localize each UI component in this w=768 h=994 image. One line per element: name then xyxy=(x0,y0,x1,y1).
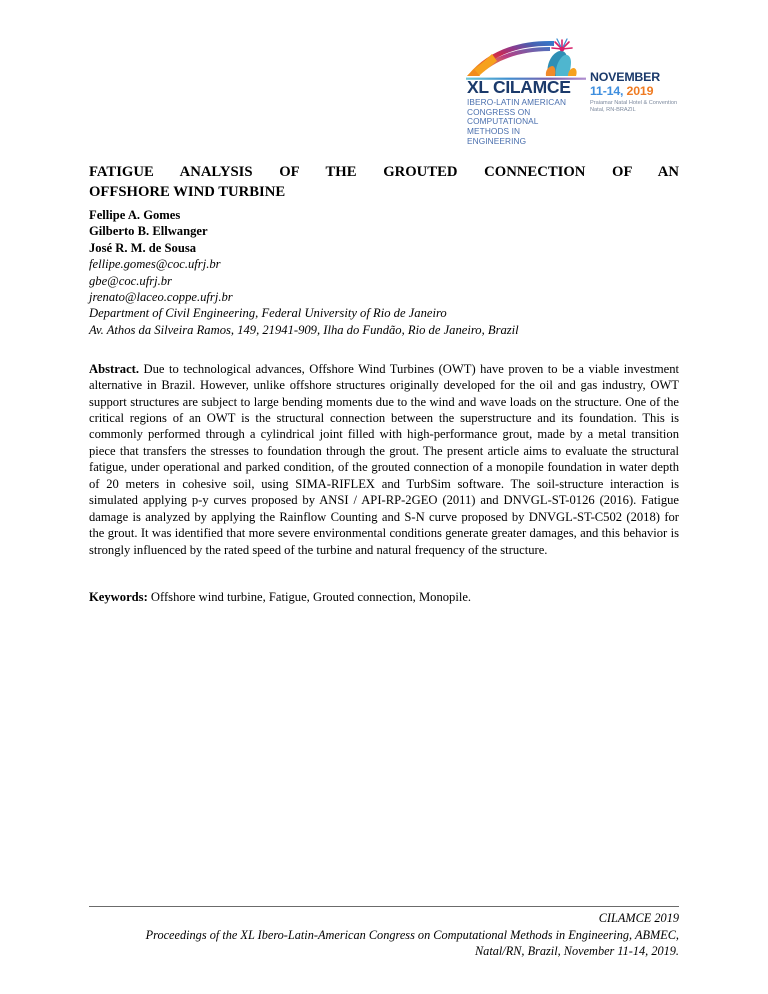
logo-date-block xyxy=(590,71,682,114)
author-name-1: Fellipe A. Gomes xyxy=(89,208,181,222)
logo-wordmark xyxy=(467,78,589,147)
conference-logo xyxy=(464,38,680,146)
footer-line-3: Natal/RN, Brazil, November 11-14, 2019. xyxy=(474,944,679,959)
author-block xyxy=(89,207,679,338)
page-title-line-2: OFFSHORE WIND TURBINE xyxy=(89,183,286,200)
author-address: Av. Athos da Silveira Ramos, 149, 21941-909, Ilha do Fundão, Rio de Janeiro, Brazil xyxy=(89,322,519,337)
logo-year: 2019 xyxy=(626,83,654,98)
logo-xl-cilamce-text: XL CILAMCE xyxy=(467,77,571,97)
logo-subtitle xyxy=(467,98,589,147)
cilamce-rainbow-arc-icon xyxy=(466,38,586,80)
keywords-body: Offshore wind turbine, Fatigue, Grouted connection, Monopile. xyxy=(150,589,472,604)
author-name-3: José R. M. de Sousa xyxy=(89,240,197,255)
author-affiliation: Department of Civil Engineering, Federal University of Rio de Janeiro xyxy=(89,306,447,321)
keywords-paragraph xyxy=(89,589,679,605)
author-email-1: fellipe.gomes@coc.ufrj.br xyxy=(89,257,221,272)
abstract-paragraph xyxy=(89,361,679,558)
logo-days: 11-14, xyxy=(590,83,624,98)
logo-subtitle-line-4: METHODS IN xyxy=(467,126,521,137)
logo-venue xyxy=(590,100,682,114)
keywords-label: Keywords: xyxy=(89,589,148,604)
logo-days-year xyxy=(590,85,682,99)
page-title-line-1: FATIGUE ANALYSIS OF THE GROUTED CONNECTION OF AN xyxy=(89,163,679,180)
abstract-body: Due to technological advances, Offshore Wind Turbines (OWT) have proven to be a viable investment alternative in Brazil. However, unlike offshore structures originally developed for the oil and gas industry, OWT support structures are subject to large bending moments due to the wind and wave loads on the structure. One of the critical regions of an OWT is the structural connection between the superstructure and its foundation. This is commonly performed through a cylindrical joint filled with high-performance grout, made by a metal transition piece that transfers the stresses to foundation through the grout. The present article aims to evaluate the structural fatigue, under operational and parked condition, of the grouted connection of a monopile foundation in water depth of 20 meters in cohesive soil, using SIMA-RIFLEX and TurbSim software. The soil-structure interaction is simulated applying p-y curves proposed by ANSI / API-RP-2GEO (2011) and DNVGL-ST-0126 (2016). Fatigue damage is analyzed by applying the Rainflow Counting and S-N curve proposed by DNVGL-ST-C502 (2018) for the grout. It was identified that more severe environmental conditions generate greater damages, and this behavior is strongly influenced by the rated speed of the turbine and natural frequency of the structure. xyxy=(89,361,680,557)
author-email-2: gbe@coc.ufrj.br xyxy=(89,273,172,288)
logo-subtitle-line-3: COMPUTATIONAL xyxy=(467,116,539,127)
footer-line-2: Proceedings of the XL Ibero-Latin-American Congress on Computational Methods in Engineering, ABMEC, xyxy=(145,927,679,942)
page-footer xyxy=(89,910,679,960)
logo-subtitle-line-5: ENGINEERING xyxy=(467,135,527,146)
footer-line-1: CILAMCE 2019 xyxy=(598,911,679,925)
author-email-3: jrenato@laceo.coppe.ufrj.br xyxy=(89,290,233,305)
author-name-2: Gilberto B. Ellwanger xyxy=(89,224,208,239)
page-title xyxy=(89,162,679,202)
abstract-label: Abstract. xyxy=(89,361,140,376)
logo-venue-line-2: Natal, RN-BRAZIL xyxy=(590,106,636,113)
footer-divider xyxy=(89,906,679,907)
logo-subtitle-line-1: IBERO-LATIN AMERICAN xyxy=(467,97,567,107)
logo-month: NOVEMBER xyxy=(590,70,660,84)
logo-venue-line-1: Praiamar Natal Hotel & Convention xyxy=(590,99,678,106)
logo-subtitle-line-2: CONGRESS ON xyxy=(467,106,531,117)
